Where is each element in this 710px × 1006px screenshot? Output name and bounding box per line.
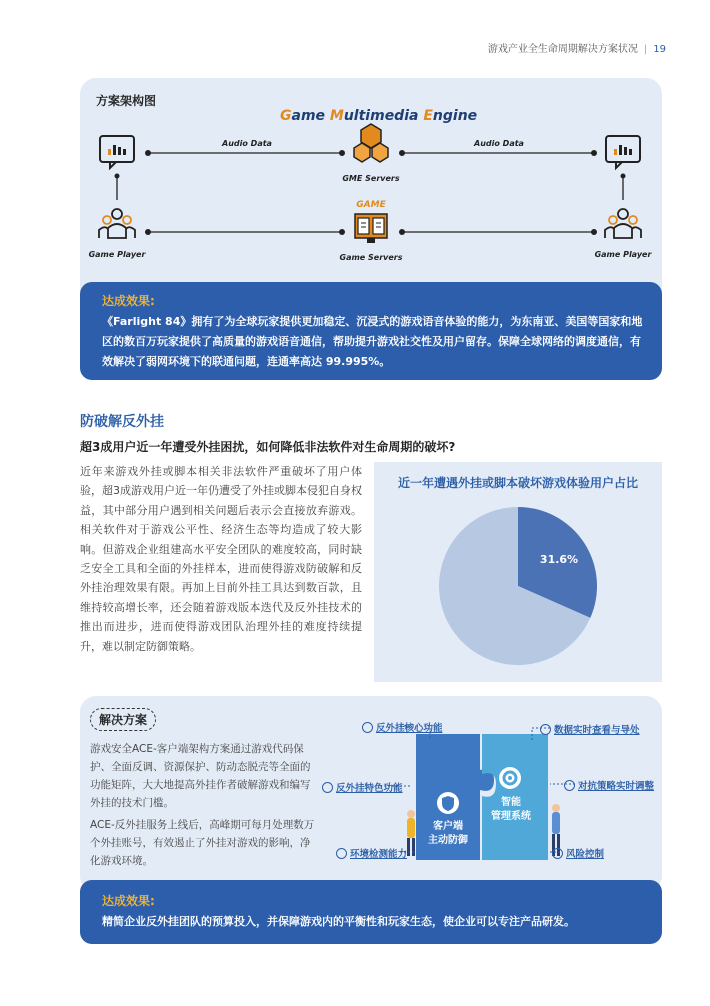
feature-data-icon [540,724,551,735]
chart-title: 近一年遭遇外挂或脚本破坏游戏体验用户占比 [397,476,638,490]
feature-env: 环境检测能力 [336,846,407,860]
puzzle-left-line-2: 主动防御 [428,835,468,846]
game-player-left-icon [99,209,135,238]
audio-device-left-icon [100,136,134,168]
result-1-label: 达成效果: [102,294,155,308]
feature-data: 数据实时查看与导处 [540,722,640,736]
section-body: 近年来游戏外挂或脚本相关非法软件严重破坏了用户体验，超3成游戏用户近一年仍遭受了外挂或脚本侵犯自身权益，其中部分用户遇到相关问题后表示会直接放弃游戏。相关软件对于游戏公平性、经济生态等均造成了较大影响。但游戏企业组建高水平安全团队的难度较高，同时缺乏安全工具和全面的外挂样本，进而使得游戏防破解和反外挂治理效果有限。再加上目前外挂工具达到数百款，且维持较高增长率，还会随着游戏版本迭代及反外挂技术的推出而进步，进而使得游戏团队治理外挂的难度持续提升，难以制定防御策略。 [80,465,362,653]
solution-panel [80,696,662,892]
header-separator: | [643,44,648,55]
architecture-title: 方案架构图 [96,94,157,108]
game-player-right-label: Game Player [594,250,652,259]
page-number: 19 [653,44,666,55]
puzzle-right-line-2: 管理系统 [491,811,531,822]
pie-slice-label-0: 31.6% [539,553,579,567]
architecture-diagram [80,78,662,310]
gear-icon [499,767,521,789]
game-player-left-label: Game Player [88,250,146,259]
gme-servers-label: GME Servers [342,174,400,183]
feature-risk-icon [552,848,563,859]
feature-special: 反外挂特色功能 [322,780,403,794]
result-2-label: 达成效果: [102,894,155,908]
solution-paragraph-1: 游戏安全ACE-客户端架构方案通过游戏代码保护、全面反调、资源保护、防动态脱壳等全面的功能矩阵，大大地提高外挂作者破解游戏和编写外挂的技术门槛。 [90,743,311,809]
puzzle-left-line-1: 客户端 [433,821,463,832]
shield-icon [437,792,459,814]
section-title: 防破解反外挂 [80,414,164,430]
result-box-1 [80,282,662,380]
feature-special-icon [322,782,333,793]
feature-core-icon [362,722,373,733]
game-servers-label: Game Servers [339,253,403,262]
audio-device-right-icon [606,136,640,168]
pie-chart-panel [374,462,662,682]
solution-paragraph-2: ACE-反外挂服务上线后，高峰期可每月处理数万个外挂账号，有效遏止了外挂对游戏的影响，净化游戏环境。 [90,819,315,867]
section-question: 超3成用户近一年遭受外挂困扰，如何降低非法软件对生命周期的破坏? [80,440,456,454]
result-2-text: 精简企业反外挂团队的预算投入，并保障游戏内的平衡性和玩家生态，使企业可以专注产品研发。 [102,915,575,928]
result-1-text: 《Farlight 84》拥有了为全球玩家提供更加稳定、沉浸式的游戏语音体验的能力，为东南亚、美国等国家和地区的数百万玩家提供了高质量的游戏语音通信，帮助提升游戏社交性及用户留存。保障全球网络的调度通信，有效解决了弱网环境下的联通问题，连通率高达 99.995%。 [102,315,643,368]
puzzle-right-line-1: 智能 [501,797,521,808]
feature-risk: 风险控制 [552,846,604,860]
engine-title: Game Multimedia Engine [280,108,478,124]
gme-servers-icon [354,124,388,162]
solution-label: 解决方案 [90,708,156,731]
pie-chart [374,462,662,682]
feature-env-icon [336,848,347,859]
game-servers-icon [355,214,387,243]
architecture-panel [80,78,662,310]
page-header [488,40,666,55]
audio-data-right-label: Audio Data [474,139,524,148]
game-player-right-icon [605,209,641,238]
audio-data-left-label: Audio Data [222,139,272,148]
result-box-2 [80,880,662,944]
header-title: 游戏产业全生命周期解决方案状况 [487,44,638,55]
feature-strategy: 对抗策略实时调整 [564,778,654,792]
person-left-figure [407,810,415,856]
feature-core: 反外挂核心功能 [362,720,443,734]
game-logo-text: GAME [356,200,386,210]
feature-strategy-icon [564,780,575,791]
